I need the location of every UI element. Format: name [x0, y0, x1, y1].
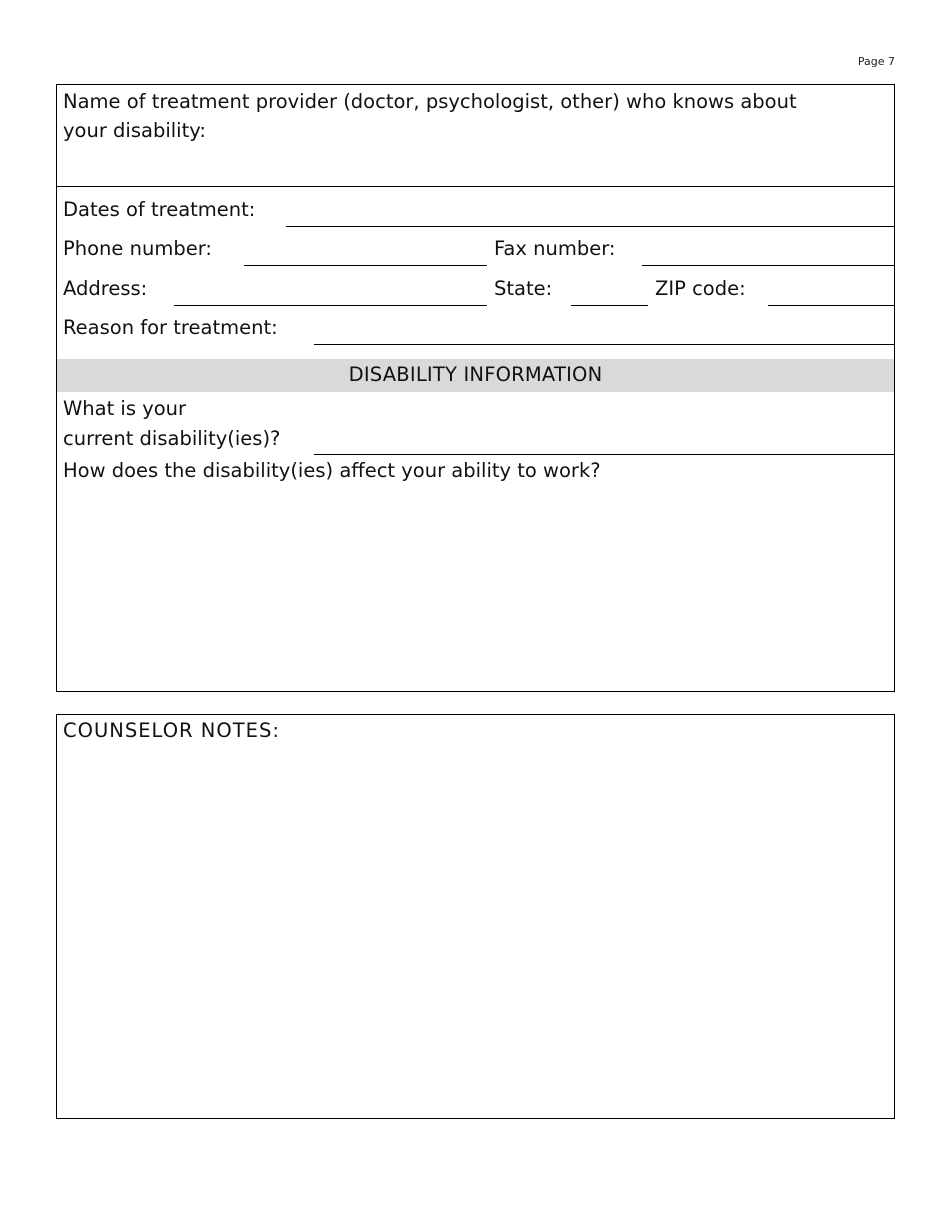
disability-information-heading: DISABILITY INFORMATION	[348, 363, 603, 386]
phone-number-field[interactable]	[244, 265, 487, 266]
current-disability-label-cont: current disability(ies)?	[63, 427, 281, 450]
address-field[interactable]	[174, 305, 487, 306]
state-field[interactable]	[571, 305, 648, 306]
provider-name-field[interactable]	[57, 145, 894, 185]
current-disability-label: What is your	[63, 397, 187, 420]
reason-for-treatment-field[interactable]	[314, 344, 895, 345]
provider-name-label-cont: your disability:	[63, 119, 206, 142]
fax-number-label: Fax number:	[494, 237, 616, 260]
dates-of-treatment-label: Dates of treatment:	[63, 198, 256, 221]
disability-affect-label: How does the disability(ies) affect your ability to work?	[63, 459, 601, 482]
provider-name-label: Name of treatment provider (doctor, psychologist, other) who knows about	[63, 90, 797, 113]
divider	[56, 186, 895, 187]
counselor-notes-field[interactable]	[57, 750, 894, 1118]
dates-of-treatment-field[interactable]	[286, 226, 895, 227]
current-disability-field[interactable]	[314, 454, 895, 455]
reason-for-treatment-label: Reason for treatment:	[63, 316, 278, 339]
phone-number-label: Phone number:	[63, 237, 212, 260]
page-number: Page 7	[857, 55, 895, 68]
state-label: State:	[494, 277, 553, 300]
disability-affect-field[interactable]	[57, 488, 894, 690]
fax-number-field[interactable]	[642, 265, 895, 266]
zip-code-field[interactable]	[768, 305, 895, 306]
zip-code-label: ZIP code:	[655, 277, 746, 300]
counselor-notes-label: COUNSELOR NOTES:	[63, 719, 280, 742]
address-label: Address:	[63, 277, 148, 300]
